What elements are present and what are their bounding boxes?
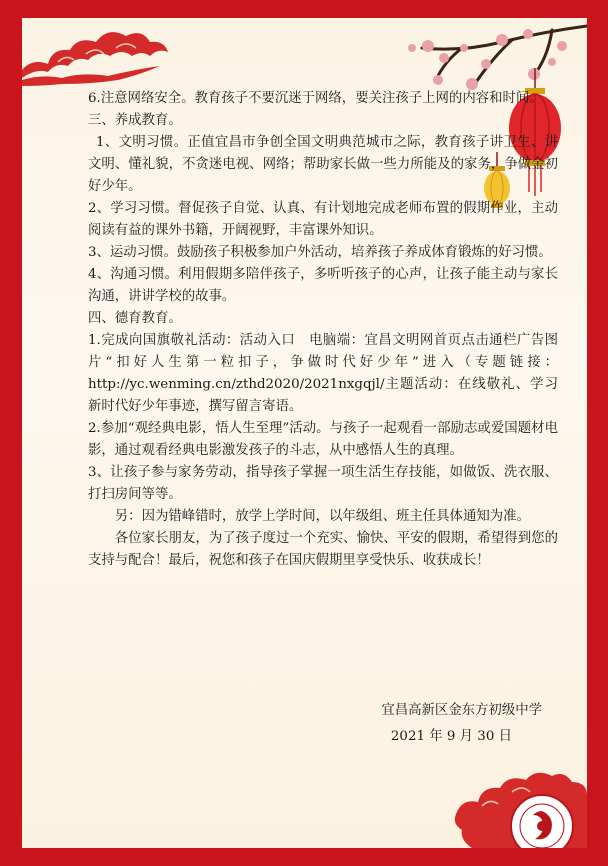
paragraph-internet-safety: 6.注意网络安全。教育孩子不要沉迷于网络，要关注孩子上网的内容和时间。: [88, 91, 543, 106]
letter-date: 2021 年 9 月 30 日: [390, 729, 512, 744]
document-paper: [22, 18, 587, 848]
letter-body: [88, 88, 558, 572]
paragraph-flag-salute-activity: 1.完成向国旗敬礼活动：活动入口 电脑端：宜昌文明网首页点击通栏广告图片“扣好人生第一粒扣子，争做时代好少年”进入（专题链接：http://yc.wenming.cn/zthd2020/2021nxgqjl/主题活动：在线敬礼、学习新时代好少年事迹，撰写留言寄语。: [88, 333, 558, 414]
cloud-decoration-top-left: [22, 18, 182, 88]
paragraph-communication-habit: 4、沟通习惯。利用假期多陪伴孩子，多听听孩子的心声，让孩子能主动与家长沟通，讲讲学校的故事。: [88, 267, 558, 304]
heading-habit-education: 三、养成教育。: [88, 113, 182, 128]
paragraph-exercise-habit: 3、运动习惯。鼓励孩子积极参加户外活动，培养孩子养成体育锻炼的好习惯。: [88, 245, 552, 260]
paragraph-housework: 3、让孩子参与家务劳动，指导孩子掌握一项生活生存技能，如做饭、洗衣服、打扫房间等等。: [88, 465, 558, 502]
heading-moral-education: 四、德育教育。: [88, 311, 182, 326]
paragraph-study-habit: 2、学习习惯。督促孩子自觉、认真、有计划地完成老师布置的假期作业，主动阅读有益的课外书籍，开阔视野，丰富课外知识。: [88, 201, 558, 238]
school-emblem-logo: [509, 793, 575, 848]
school-name: 宜昌高新区金东方初级中学: [381, 703, 542, 718]
paragraph-civility-habit: 1、文明习惯。正值宜昌市争创全国文明典范城市之际，教育孩子讲卫生、讲文明、懂礼貌，不贪迷电视、网络；帮助家长做一些力所能及的家务，争做金初好少年。: [88, 135, 558, 194]
paragraph-classic-film-activity: 2.参加“观经典电影，悟人生至理”活动。与孩子一起观看一部励志或爱国题材电影，通过观看经典电影激发孩子的斗志，从中感悟人生的真理。: [88, 421, 558, 458]
paragraph-note: 另：因为错峰错时，放学上学时间，以年级组、班主任具体通知为准。: [114, 509, 530, 524]
paragraph-closing: 各位家长朋友，为了孩子度过一个充实、愉快、平安的假期，希望得到您的支持与配合！最后，祝您和孩子在国庆假期里享受快乐、收获成长！: [88, 531, 558, 568]
signature-block: [342, 698, 542, 750]
